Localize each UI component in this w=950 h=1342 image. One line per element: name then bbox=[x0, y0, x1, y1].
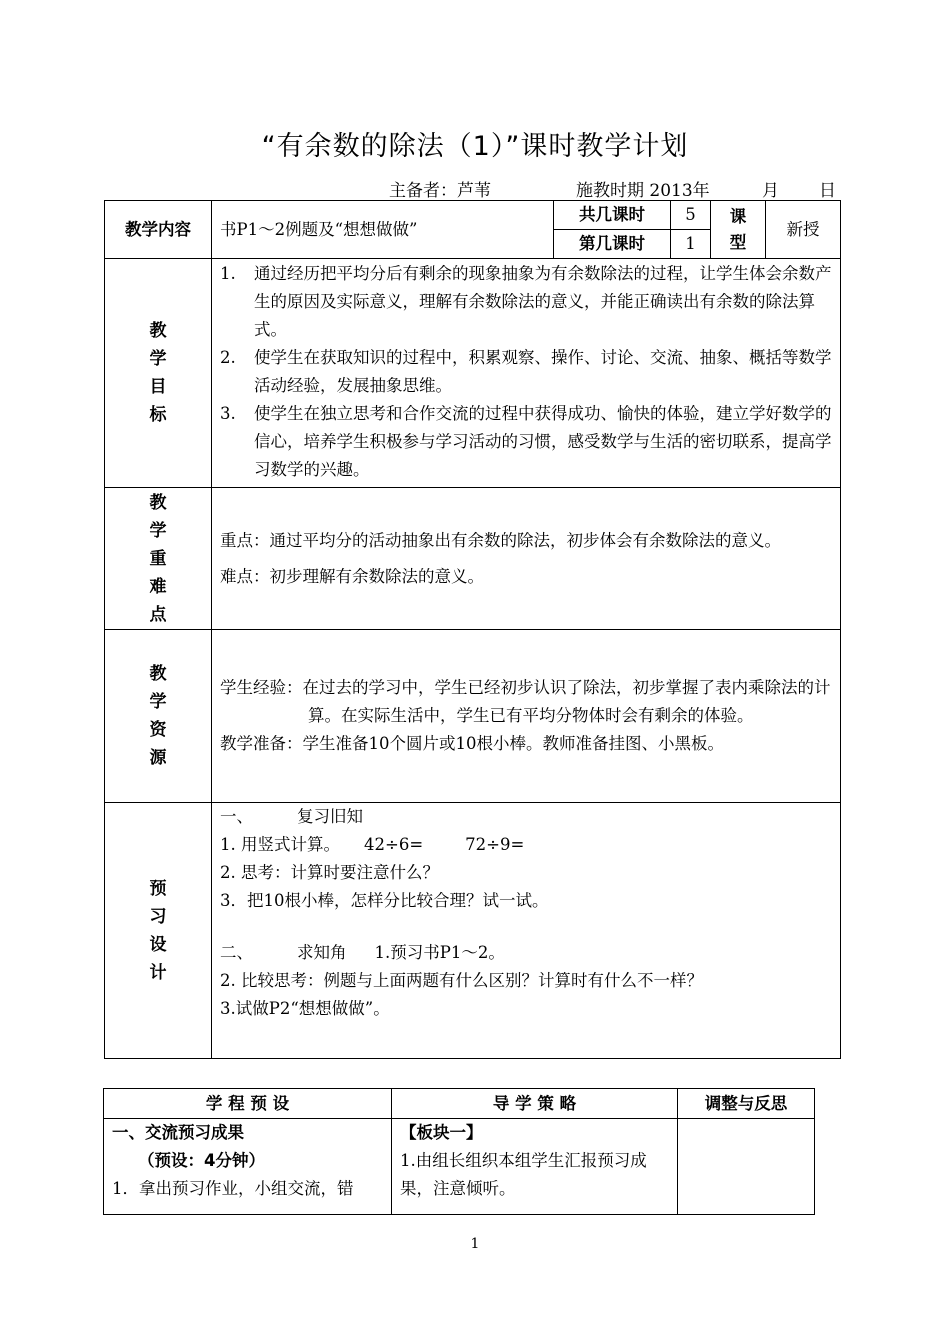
process-header-strategy: 导 学 策 略 bbox=[392, 1089, 678, 1119]
goal-item bbox=[220, 344, 832, 400]
section-title: 求知角 bbox=[297, 943, 347, 962]
date-label: 施教时期 2013年 bbox=[576, 181, 710, 201]
goals-label-char: 学 bbox=[149, 349, 167, 369]
student-experience: 学生经验：在过去的学习中，学生已经初步认识了除法，初步掌握了表内乘除法的计算。在实际生活中，学生已有平均分物体时会有剩余的体验。 bbox=[220, 678, 831, 725]
preview-label bbox=[105, 803, 212, 1059]
resources-label-char: 学 bbox=[149, 692, 167, 712]
calc-expression-2: 72÷9= bbox=[465, 835, 525, 854]
goals-label bbox=[105, 259, 212, 488]
content-label: 教学内容 bbox=[105, 201, 212, 259]
process-header-preset: 学 程 预 设 bbox=[104, 1089, 392, 1119]
goal-number: 2. bbox=[220, 348, 236, 367]
teaching-preparation: 教学准备：学生准备10个圆片或10根小棒。教师准备挂图、小黑板。 bbox=[220, 734, 724, 753]
preview-section-2 bbox=[220, 939, 832, 967]
keypoints-label-char: 难 bbox=[149, 576, 167, 597]
strategy-heading: 【板块一】 bbox=[400, 1123, 483, 1142]
goal-number: 3. bbox=[220, 404, 236, 423]
keypoints-label-char: 学 bbox=[149, 520, 167, 541]
calc-expression-1: 42÷6= bbox=[364, 835, 424, 854]
keypoints-label-char: 点 bbox=[149, 604, 167, 625]
nth-lesson-label: 第几课时 bbox=[554, 230, 671, 259]
resources-label-char: 源 bbox=[149, 748, 167, 768]
preview-label-char: 预 bbox=[149, 878, 167, 899]
process-strategy-cell bbox=[392, 1119, 678, 1215]
goals-list bbox=[220, 260, 832, 484]
strategy-line: 1.由组长组织本组学生汇报预习成果，注意倾听。 bbox=[400, 1151, 647, 1198]
process-table bbox=[103, 1088, 815, 1215]
goal-text: 使学生在获取知识的过程中，积累观察、操作、讨论、交流、抽象、概括等数学活动经验，发展抽象思维。 bbox=[254, 348, 832, 395]
lesson-type-value: 新授 bbox=[766, 201, 841, 259]
total-lessons-value: 5 bbox=[671, 201, 711, 230]
resources-label bbox=[105, 630, 212, 803]
preview-line-1 bbox=[220, 831, 832, 859]
resources-label-char: 教 bbox=[149, 664, 167, 684]
preview-label-char: 计 bbox=[149, 962, 167, 983]
preview-line-2: 2. 思考：计算时要注意什么？ bbox=[220, 863, 439, 882]
keypoints-content bbox=[212, 488, 841, 630]
author-label: 主备者：芦苇 bbox=[389, 181, 491, 201]
goals-content bbox=[212, 259, 841, 488]
page-title: “有余数的除法（1）”课时教学计划 bbox=[261, 131, 689, 162]
preset-heading: 一、交流预习成果 bbox=[112, 1123, 244, 1142]
preview-section-1 bbox=[220, 803, 832, 831]
day-label: 日 bbox=[819, 181, 836, 201]
goal-item bbox=[220, 400, 832, 484]
plan-table bbox=[104, 200, 841, 1059]
goal-text: 通过经历把平均分后有剩余的现象抽象为有余数除法的过程，让学生体会余数产生的原因及实际意义，理解有余数除法的意义，并能正确读出有余数的除法算式。 bbox=[254, 264, 832, 339]
nth-lesson-value: 1 bbox=[671, 230, 711, 259]
lesson-type-label bbox=[711, 201, 766, 259]
preview-line-5: 3.试做P2“想想做做”。 bbox=[220, 999, 390, 1018]
key-point: 重点：通过平均分的活动抽象出有余数的除法，初步体会有余数除法的意义。 bbox=[220, 530, 781, 550]
goal-text: 使学生在独立思考和合作交流的过程中获得成功、愉快的体验，建立学好数学的信心，培养学生积极参与学习活动的习惯，感受数学与生活的密切联系，提高学习数学的兴趣。 bbox=[254, 404, 832, 479]
keypoints-label-char: 教 bbox=[149, 492, 167, 513]
goal-item bbox=[220, 260, 832, 344]
keypoints-label bbox=[105, 488, 212, 630]
process-header-reflection: 调整与反思 bbox=[678, 1089, 815, 1119]
total-lessons-label: 共几课时 bbox=[554, 201, 671, 230]
preview-text: 1.预习书P1～2。 bbox=[374, 943, 505, 962]
section-number: 二、 bbox=[220, 943, 253, 962]
process-preset-cell bbox=[104, 1119, 392, 1215]
goals-label-char: 教 bbox=[149, 321, 167, 341]
lesson-type-label-1: 课 bbox=[729, 206, 747, 226]
preview-label-char: 设 bbox=[149, 934, 167, 955]
month-label: 月 bbox=[762, 181, 779, 201]
preview-text: 1. 用竖式计算。 bbox=[220, 835, 340, 854]
preset-time: （预设：4分钟） bbox=[138, 1151, 265, 1170]
preview-line-4: 2. 比较思考：例题与上面两题有什么区别？计算时有什么不一样？ bbox=[220, 971, 703, 990]
process-reflection-cell bbox=[678, 1119, 815, 1215]
difficulty-point: 难点：初步理解有余数除法的意义。 bbox=[220, 566, 484, 586]
page-number: 1 bbox=[470, 1236, 480, 1252]
keypoints-label-char: 重 bbox=[149, 548, 167, 569]
goal-number: 1. bbox=[220, 264, 236, 283]
goals-label-char: 目 bbox=[149, 377, 167, 397]
preset-line: 1．拿出预习作业，小组交流，错 bbox=[112, 1179, 354, 1198]
preview-line-3: 3．把10根小棒，怎样分比较合理？试一试。 bbox=[220, 891, 549, 910]
section-number: 一、 bbox=[220, 807, 253, 826]
goals-label-char: 标 bbox=[149, 405, 167, 425]
preview-label-char: 习 bbox=[149, 906, 167, 927]
resources-content bbox=[212, 630, 841, 803]
preview-content bbox=[212, 803, 841, 1059]
content-value: 书P1～2例题及“想想做做” bbox=[212, 201, 554, 259]
lesson-type-label-2: 型 bbox=[729, 232, 747, 252]
resources-label-char: 资 bbox=[149, 720, 167, 740]
section-title: 复习旧知 bbox=[297, 807, 363, 826]
